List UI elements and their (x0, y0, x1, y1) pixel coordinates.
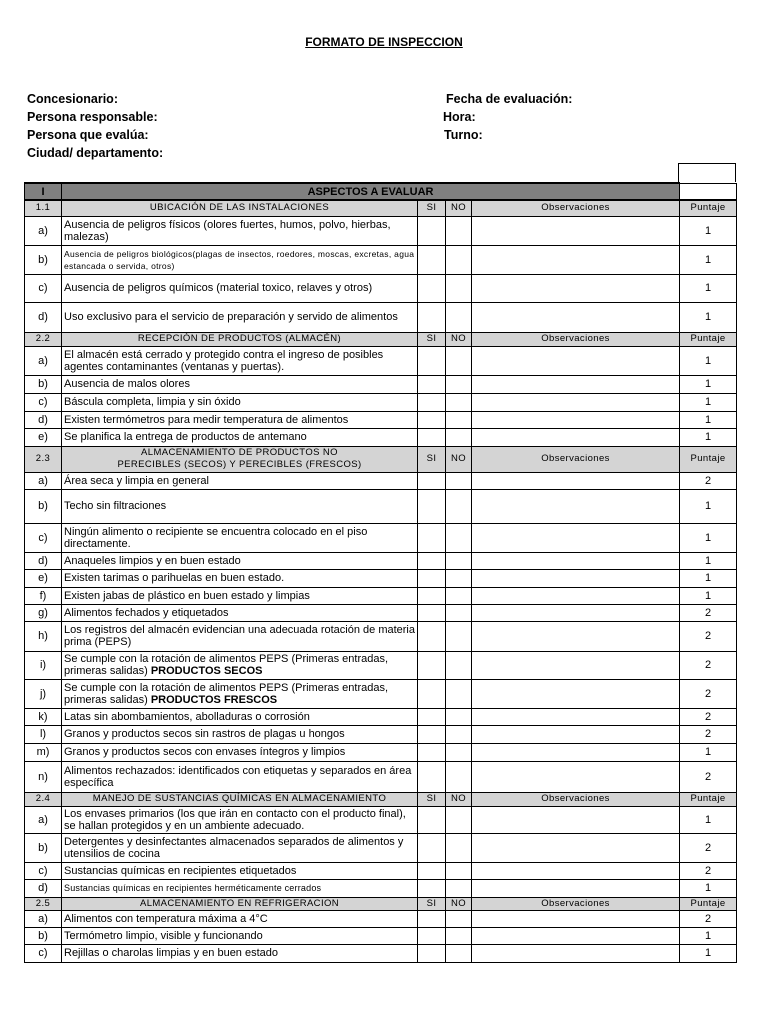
item-score: 2 (680, 761, 737, 792)
section-code: 2.3 (25, 446, 62, 472)
item-code: b) (25, 927, 62, 944)
ciudad-label: Ciudad/ departamento: (27, 146, 164, 160)
no-checkbox-cell[interactable] (446, 472, 472, 489)
item-text: Techo sin filtraciones (62, 489, 418, 523)
item-score: 1 (680, 302, 737, 332)
observaciones-cell[interactable] (472, 708, 680, 725)
no-checkbox-cell[interactable] (446, 679, 472, 708)
observaciones-cell[interactable] (472, 411, 680, 428)
item-text: El almacén está cerrado y protegido contra el ingreso de posibles agentes contaminantes (ventanas y puertas). (62, 346, 418, 375)
si-checkbox-cell[interactable] (418, 569, 446, 587)
table-row (25, 569, 737, 587)
observaciones-cell[interactable] (472, 879, 680, 897)
item-score: 2 (680, 472, 737, 489)
no-checkbox-cell[interactable] (446, 708, 472, 725)
item-score: 2 (680, 708, 737, 725)
no-checkbox-cell[interactable] (446, 587, 472, 604)
item-code: c) (25, 944, 62, 962)
item-code: n) (25, 761, 62, 792)
no-checkbox-cell[interactable] (446, 552, 472, 569)
item-text: Sustancias químicas en recipientes etiquetados (62, 862, 418, 879)
si-checkbox-cell[interactable] (418, 587, 446, 604)
item-text: Sustancias químicas en recipientes herméticamente cerrados (62, 879, 418, 897)
no-col-header: NO (446, 897, 472, 910)
observaciones-cell[interactable] (472, 910, 680, 927)
item-code: b) (25, 245, 62, 274)
item-text: Los registros del almacén evidencian una adecuada rotación de materia prima (PEPS) (62, 621, 418, 651)
table-row (25, 806, 737, 833)
puntaje-col-header: Puntaje (680, 792, 737, 806)
table-row (25, 375, 737, 393)
item-text: Alimentos rechazados: identificados con etiquetas y separados en área específica (62, 761, 418, 792)
persona-evalua-label: Persona que evalúa: (27, 128, 149, 142)
item-code: c) (25, 274, 62, 302)
item-score: 1 (680, 569, 737, 587)
item-text: Rejillas o charolas limpias y en buen estado (62, 944, 418, 962)
fecha-label: Fecha de evaluación: (446, 92, 573, 106)
observaciones-cell[interactable] (472, 604, 680, 621)
table-row (25, 621, 737, 651)
section-code: 2.2 (25, 332, 62, 346)
item-score: 1 (680, 489, 737, 523)
item-code: a) (25, 472, 62, 489)
no-checkbox-cell[interactable] (446, 346, 472, 375)
table-row (25, 927, 737, 944)
item-score: 1 (680, 428, 737, 446)
item-code: j) (25, 679, 62, 708)
item-text: Se planifica la entrega de productos de antemano (62, 428, 418, 446)
item-code: e) (25, 569, 62, 587)
item-text: Uso exclusivo para el servicio de preparación y servido de alimentos (62, 302, 418, 332)
si-col-header: SI (418, 332, 446, 346)
observaciones-cell[interactable] (472, 489, 680, 523)
item-code: a) (25, 910, 62, 927)
observaciones-cell[interactable] (472, 944, 680, 962)
no-col-header: NO (446, 200, 472, 216)
table-row (25, 274, 737, 302)
main-header-empty (680, 183, 737, 200)
item-score: 2 (680, 910, 737, 927)
observaciones-cell[interactable] (472, 862, 680, 879)
no-checkbox-cell[interactable] (446, 216, 472, 245)
table-row (25, 833, 737, 862)
item-code: c) (25, 862, 62, 879)
item-code: i) (25, 651, 62, 679)
no-checkbox-cell[interactable] (446, 569, 472, 587)
no-checkbox-cell[interactable] (446, 604, 472, 621)
no-checkbox-cell[interactable] (446, 927, 472, 944)
table-row (25, 944, 737, 962)
item-score: 1 (680, 393, 737, 411)
observaciones-cell[interactable] (472, 679, 680, 708)
no-checkbox-cell[interactable] (446, 302, 472, 332)
observaciones-cell[interactable] (472, 761, 680, 792)
item-code: f) (25, 587, 62, 604)
si-checkbox-cell[interactable] (418, 944, 446, 962)
no-checkbox-cell[interactable] (446, 375, 472, 393)
item-text-main: Se cumple con la rotación de alimentos PEPS (Primeras entradas, primeras salidas) (64, 653, 389, 677)
item-text (62, 679, 418, 708)
no-checkbox-cell[interactable] (446, 806, 472, 833)
item-code: l) (25, 725, 62, 743)
item-score: 1 (680, 879, 737, 897)
no-checkbox-cell[interactable] (446, 621, 472, 651)
item-score: 2 (680, 621, 737, 651)
section-header-1-1 (25, 200, 737, 216)
si-col-header: SI (418, 200, 446, 216)
item-score: 1 (680, 806, 737, 833)
si-col-header: SI (418, 897, 446, 910)
item-score: 1 (680, 375, 737, 393)
section-title: RECEPCIÓN DE PRODUCTOS (ALMACÉN) (62, 332, 418, 346)
hora-label: Hora: (443, 110, 476, 124)
item-score: 1 (680, 245, 737, 274)
si-col-header: SI (418, 446, 446, 472)
table-row (25, 879, 737, 897)
item-score: 2 (680, 679, 737, 708)
item-score: 1 (680, 552, 737, 569)
observaciones-cell[interactable] (472, 523, 680, 552)
table-row (25, 604, 737, 621)
si-checkbox-cell[interactable] (418, 862, 446, 879)
no-col-header: NO (446, 792, 472, 806)
section-title: UBICACIÓN DE LAS INSTALACIONES (62, 200, 418, 216)
no-checkbox-cell[interactable] (446, 725, 472, 743)
item-text: Alimentos fechados y etiquetados (62, 604, 418, 621)
si-checkbox-cell[interactable] (418, 472, 446, 489)
si-checkbox-cell[interactable] (418, 725, 446, 743)
observaciones-cell[interactable] (472, 472, 680, 489)
table-row (25, 725, 737, 743)
si-checkbox-cell[interactable] (418, 743, 446, 761)
observaciones-cell[interactable] (472, 806, 680, 833)
table-row (25, 428, 737, 446)
section-header-2-4 (25, 792, 737, 806)
item-text: Ausencia de malos olores (62, 375, 418, 393)
turno-label: Turno: (444, 128, 483, 142)
section-title-line1: ALMACENAMIENTO DE PRODUCTOS NO (141, 447, 338, 458)
observaciones-cell[interactable] (472, 621, 680, 651)
item-text: Detergentes y desinfectantes almacenados separados de alimentos y utensilios de cocina (62, 833, 418, 862)
si-checkbox-cell[interactable] (418, 552, 446, 569)
item-text (62, 651, 418, 679)
table-row (25, 587, 737, 604)
si-checkbox-cell[interactable] (418, 411, 446, 428)
observaciones-cell[interactable] (472, 375, 680, 393)
table-row (25, 411, 737, 428)
item-code: h) (25, 621, 62, 651)
si-checkbox-cell[interactable] (418, 523, 446, 552)
item-text: Alimentos con temperatura máxima a 4°C (62, 910, 418, 927)
observaciones-cell[interactable] (472, 833, 680, 862)
item-code: k) (25, 708, 62, 725)
item-score: 1 (680, 346, 737, 375)
no-checkbox-cell[interactable] (446, 761, 472, 792)
table-row (25, 862, 737, 879)
main-header-code: I (25, 183, 62, 200)
no-checkbox-cell[interactable] (446, 489, 472, 523)
table-row (25, 302, 737, 332)
puntaje-col-header: Puntaje (680, 200, 737, 216)
observaciones-cell[interactable] (472, 587, 680, 604)
item-score: 1 (680, 927, 737, 944)
section-header-2-3 (25, 446, 737, 472)
item-text: Latas sin abombamientos, abolladuras o corrosión (62, 708, 418, 725)
si-checkbox-cell[interactable] (418, 910, 446, 927)
si-checkbox-cell[interactable] (418, 245, 446, 274)
si-checkbox-cell[interactable] (418, 833, 446, 862)
item-score: 2 (680, 862, 737, 879)
puntaje-col-header: Puntaje (680, 332, 737, 346)
table-row (25, 216, 737, 245)
no-checkbox-cell[interactable] (446, 944, 472, 962)
item-text-strong: PRODUCTOS FRESCOS (150, 693, 278, 706)
table-row (25, 651, 737, 679)
item-code: b) (25, 833, 62, 862)
page-title: FORMATO DE INSPECCION (305, 35, 463, 49)
item-text: Ningún alimento o recipiente se encuentra colocado en el piso directamente. (62, 523, 418, 552)
item-score: 1 (680, 411, 737, 428)
si-checkbox-cell[interactable] (418, 302, 446, 332)
item-score: 1 (680, 523, 737, 552)
item-code: c) (25, 523, 62, 552)
si-checkbox-cell[interactable] (418, 621, 446, 651)
si-checkbox-cell[interactable] (418, 216, 446, 245)
observaciones-col-header: Observaciones (472, 897, 680, 910)
item-code: b) (25, 489, 62, 523)
si-checkbox-cell[interactable] (418, 274, 446, 302)
si-checkbox-cell[interactable] (418, 708, 446, 725)
section-header-2-5 (25, 897, 737, 910)
item-text: Granos y productos secos con envases íntegros y limpios (62, 743, 418, 761)
si-checkbox-cell[interactable] (418, 879, 446, 897)
item-text: Ausencia de peligros biológicos(plagas de insectos, roedores, moscas, excretas, agua estancada o servida, otros) (62, 245, 418, 274)
no-checkbox-cell[interactable] (446, 651, 472, 679)
puntaje-col-header: Puntaje (680, 446, 737, 472)
item-code: g) (25, 604, 62, 621)
si-checkbox-cell[interactable] (418, 489, 446, 523)
item-text-main: Se cumple con la rotación de alimentos PEPS (Primeras entradas, primeras salidas) (64, 681, 389, 706)
no-checkbox-cell[interactable] (446, 245, 472, 274)
observaciones-cell[interactable] (472, 651, 680, 679)
observaciones-cell[interactable] (472, 245, 680, 274)
si-checkbox-cell[interactable] (418, 346, 446, 375)
item-text: Ausencia de peligros químicos (material toxico, relaves y otros) (62, 274, 418, 302)
main-header-label: ASPECTOS A EVALUAR (62, 183, 680, 200)
si-checkbox-cell[interactable] (418, 375, 446, 393)
si-col-header: SI (418, 792, 446, 806)
table-row (25, 245, 737, 274)
table-row (25, 393, 737, 411)
item-code: d) (25, 879, 62, 897)
no-checkbox-cell[interactable] (446, 862, 472, 879)
observaciones-cell[interactable] (472, 274, 680, 302)
item-score: 1 (680, 216, 737, 245)
section-header-2-2 (25, 332, 737, 346)
table-row (25, 679, 737, 708)
observaciones-cell[interactable] (472, 743, 680, 761)
concesionario-label: Concesionario: (27, 92, 118, 106)
table-row (25, 708, 737, 725)
si-checkbox-cell[interactable] (418, 806, 446, 833)
item-text: Existen termómetros para medir temperatura de alimentos (62, 411, 418, 428)
puntaje-header-box (678, 163, 736, 182)
item-score: 1 (680, 743, 737, 761)
item-code: m) (25, 743, 62, 761)
table-row (25, 761, 737, 792)
observaciones-cell[interactable] (472, 569, 680, 587)
section-code: 2.4 (25, 792, 62, 806)
item-text: Termómetro limpio, visible y funcionando (62, 927, 418, 944)
item-text: Existen jabas de plástico en buen estado y limpias (62, 587, 418, 604)
no-col-header: NO (446, 332, 472, 346)
si-checkbox-cell[interactable] (418, 428, 446, 446)
section-code: 2.5 (25, 897, 62, 910)
item-text-strong: PRODUCTOS SECOS (150, 665, 263, 677)
observaciones-col-header: Observaciones (472, 332, 680, 346)
si-checkbox-cell[interactable] (418, 393, 446, 411)
item-code: b) (25, 375, 62, 393)
item-text: Los envases primarios (los que irán en contacto con el producto final), se hallan protegidos y en un ambiente adecuado. (62, 806, 418, 833)
item-code: d) (25, 302, 62, 332)
table-row (25, 489, 737, 523)
si-checkbox-cell[interactable] (418, 927, 446, 944)
table-row (25, 552, 737, 569)
no-checkbox-cell[interactable] (446, 879, 472, 897)
observaciones-cell[interactable] (472, 346, 680, 375)
no-checkbox-cell[interactable] (446, 411, 472, 428)
main-header-row (25, 183, 737, 200)
observaciones-cell[interactable] (472, 216, 680, 245)
item-code: a) (25, 216, 62, 245)
si-checkbox-cell[interactable] (418, 651, 446, 679)
no-checkbox-cell[interactable] (446, 274, 472, 302)
item-text: Anaqueles limpios y en buen estado (62, 552, 418, 569)
no-checkbox-cell[interactable] (446, 428, 472, 446)
si-checkbox-cell[interactable] (418, 761, 446, 792)
table-row (25, 472, 737, 489)
observaciones-cell[interactable] (472, 725, 680, 743)
table-row (25, 910, 737, 927)
section-title: ALMACENAMIENTO EN REFRIGERACION (62, 897, 418, 910)
item-score: 1 (680, 944, 737, 962)
item-text: Granos y productos secos sin rastros de plagas u hongos (62, 725, 418, 743)
item-score: 1 (680, 587, 737, 604)
puntaje-col-header: Puntaje (680, 897, 737, 910)
si-checkbox-cell[interactable] (418, 604, 446, 621)
item-text: Existen tarimas o parihuelas en buen estado. (62, 569, 418, 587)
item-score: 2 (680, 833, 737, 862)
no-col-header: NO (446, 446, 472, 472)
observaciones-col-header: Observaciones (472, 446, 680, 472)
item-code: d) (25, 552, 62, 569)
observaciones-cell[interactable] (472, 302, 680, 332)
no-checkbox-cell[interactable] (446, 393, 472, 411)
inspection-table (24, 182, 737, 963)
section-code: 1.1 (25, 200, 62, 216)
item-text: Área seca y limpia en general (62, 472, 418, 489)
item-code: d) (25, 411, 62, 428)
table-row (25, 523, 737, 552)
observaciones-cell[interactable] (472, 393, 680, 411)
item-text: Báscula completa, limpia y sin óxido (62, 393, 418, 411)
persona-responsable-label: Persona responsable: (27, 110, 158, 124)
observaciones-col-header: Observaciones (472, 792, 680, 806)
item-score: 2 (680, 651, 737, 679)
section-title (62, 446, 418, 472)
observaciones-col-header: Observaciones (472, 200, 680, 216)
item-score: 2 (680, 725, 737, 743)
no-checkbox-cell[interactable] (446, 833, 472, 862)
section-title-line2: PERECIBLES (SECOS) Y PERECIBLES (FRESCOS) (117, 459, 362, 470)
table-row (25, 743, 737, 761)
item-score: 1 (680, 274, 737, 302)
section-title: MANEJO DE SUSTANCIAS QUÍMICAS EN ALMACENAMIENTO (62, 792, 418, 806)
item-score: 2 (680, 604, 737, 621)
no-checkbox-cell[interactable] (446, 743, 472, 761)
no-checkbox-cell[interactable] (446, 523, 472, 552)
no-checkbox-cell[interactable] (446, 910, 472, 927)
observaciones-cell[interactable] (472, 552, 680, 569)
item-code: a) (25, 346, 62, 375)
item-text: Ausencia de peligros físicos (olores fuertes, humos, polvo, hierbas, malezas) (62, 216, 418, 245)
si-checkbox-cell[interactable] (418, 679, 446, 708)
observaciones-cell[interactable] (472, 927, 680, 944)
item-code: e) (25, 428, 62, 446)
table-row (25, 346, 737, 375)
observaciones-cell[interactable] (472, 428, 680, 446)
item-code: c) (25, 393, 62, 411)
item-code: a) (25, 806, 62, 833)
